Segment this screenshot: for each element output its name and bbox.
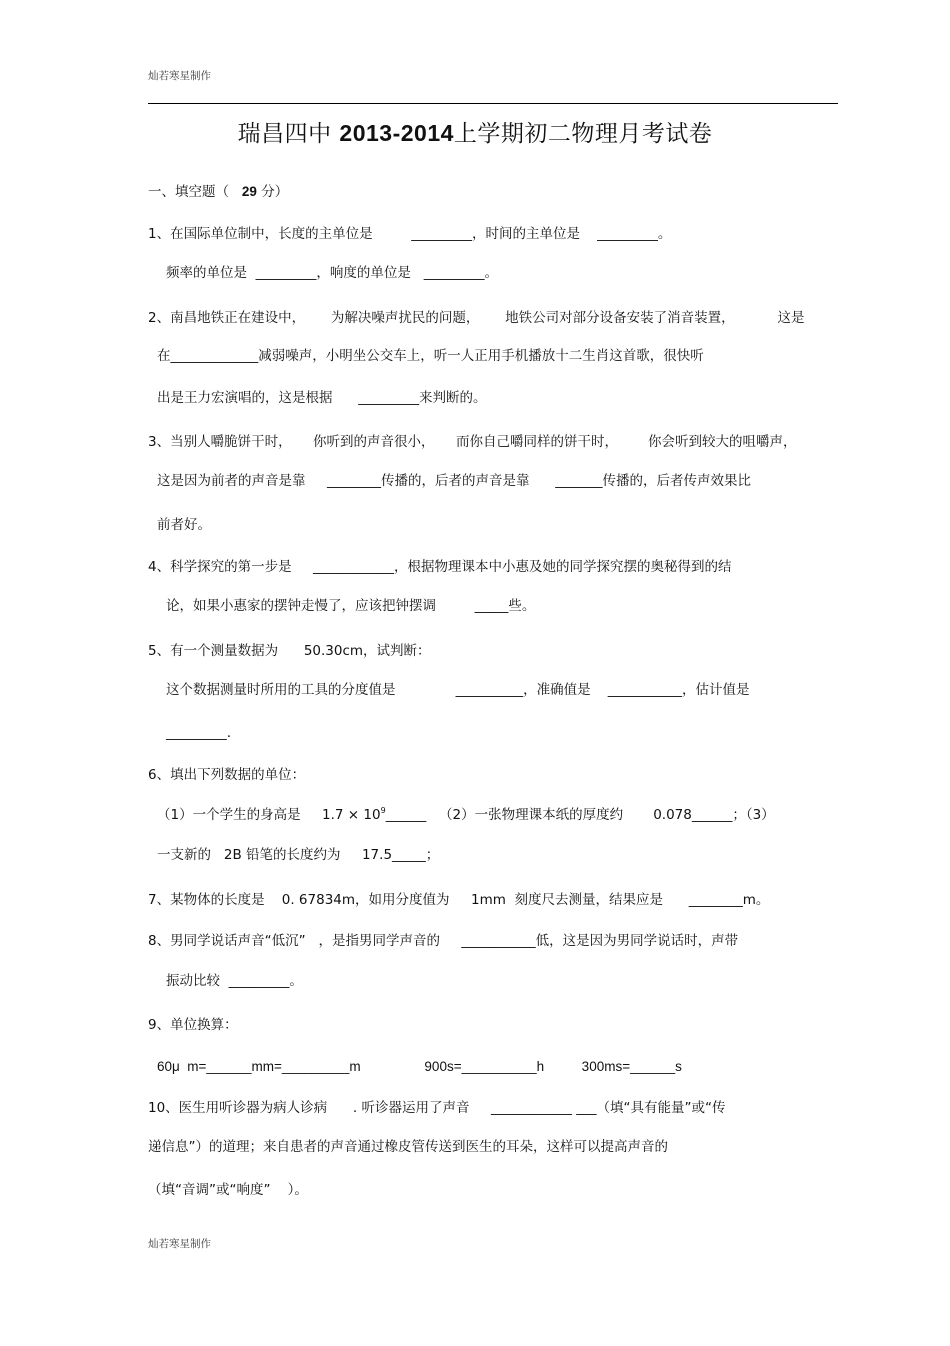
question-9-line-2: 60μ m=______mm=_________m 900s=__________h 300ms=______s bbox=[157, 1059, 682, 1074]
footer-watermark: 灿若寒星制作 bbox=[148, 1238, 211, 1250]
question-6-line-1: 6、填出下列数据的单位： bbox=[148, 767, 306, 783]
question-3-line-2: 这是因为前者的声音是靠 ________传播的，后者的声音是靠 _______传播的，后者传声效果比 bbox=[157, 473, 751, 489]
question-2-line-2: 在_____________减弱噪声，小明坐公交车上，听一人正用手机播放十二生肖这首歌，很快听 bbox=[157, 348, 704, 364]
title-prefix: 瑞昌四中 bbox=[237, 121, 340, 147]
question-6-line-3: 一支新的 2B 铅笔的长度约为 17.5_____； bbox=[157, 847, 440, 863]
page-title bbox=[0, 115, 950, 148]
question-3-line-3: 前者好。 bbox=[157, 517, 211, 533]
question-6-line-2 bbox=[157, 806, 775, 824]
title-suffix: 上学期初二物理月考试卷 bbox=[453, 121, 713, 147]
header-rule bbox=[148, 103, 838, 104]
question-1-line-1: 1、在国际单位制中，长度的主单位是 _________，时间的主单位是 _________。 bbox=[148, 226, 672, 242]
item6-part1: （1）一个学生的身高是 1.7 × 10 bbox=[157, 807, 381, 823]
question-4-line-1: 4、科学探究的第一步是 ____________，根据物理课本中小惠及她的同学探究摆的奥秘得到的结 bbox=[148, 559, 732, 575]
question-8-line-2: 振动比较 _________。 bbox=[166, 973, 303, 989]
header-watermark: 灿若寒星制作 bbox=[148, 70, 211, 82]
question-10-line-2: 递信息”）的道理；来自患者的声音通过橡皮管传送到医生的耳朵，这样可以提高声音的 bbox=[148, 1139, 668, 1155]
question-10-line-1: 10、医生用听诊器为病人诊病 . 听诊器运用了声音 ____________ ___（填“具有能量”或“传 bbox=[148, 1100, 726, 1116]
question-8-line-1: 8、男同学说话声音“低沉” ，是指男同学声音的 ___________低，这是因为男同学说话时，声带 bbox=[148, 933, 739, 949]
question-3-line-1: 3、当别人嚼脆饼干时， 你听到的声音很小， 而你自己嚼同样的饼干时， 你会听到较大的咀嚼声， bbox=[148, 434, 797, 450]
section-points: 29 bbox=[241, 184, 257, 199]
section-suffix: 分） bbox=[256, 184, 289, 200]
item6-part2: ______ （2）一张物理课本纸的厚度约 0.078______；（3） bbox=[385, 807, 775, 823]
question-5-line-1: 5、有一个测量数据为 50.30cm，试判断： bbox=[148, 643, 431, 659]
section-heading bbox=[148, 183, 288, 201]
item6-exponent: 9 bbox=[380, 805, 386, 815]
question-10-line-3: （填“音调”或“响度” ）。 bbox=[148, 1182, 308, 1198]
section-prefix: 一、填空题（ bbox=[148, 184, 242, 200]
question-9-line-1: 9、单位换算： bbox=[148, 1017, 238, 1033]
title-years: 2013-2014 bbox=[339, 120, 454, 146]
question-5-line-3: _________. bbox=[166, 725, 232, 741]
question-2-line-3: 出是王力宏演唱的，这是根据 _________来判断的。 bbox=[157, 390, 487, 406]
question-7-line-1: 7、某物体的长度是 0. 67834m，如用分度值为 1mm 刻度尺去测量，结果应是 ________m。 bbox=[148, 892, 770, 908]
question-5-line-2: 这个数据测量时所用的工具的分度值是 __________，准确值是 ___________，估计值是 bbox=[166, 682, 750, 698]
question-4-line-2: 论，如果小惠家的摆钟走慢了，应该把钟摆调 _____些。 bbox=[166, 598, 536, 614]
question-2-line-1: 2、南昌地铁正在建设中， 为解决噪声扰民的问题， 地铁公司对部分设备安装了消音装置， 这是 bbox=[148, 310, 805, 326]
question-1-line-2: 频率的单位是 _________，响度的单位是 _________。 bbox=[166, 265, 498, 281]
